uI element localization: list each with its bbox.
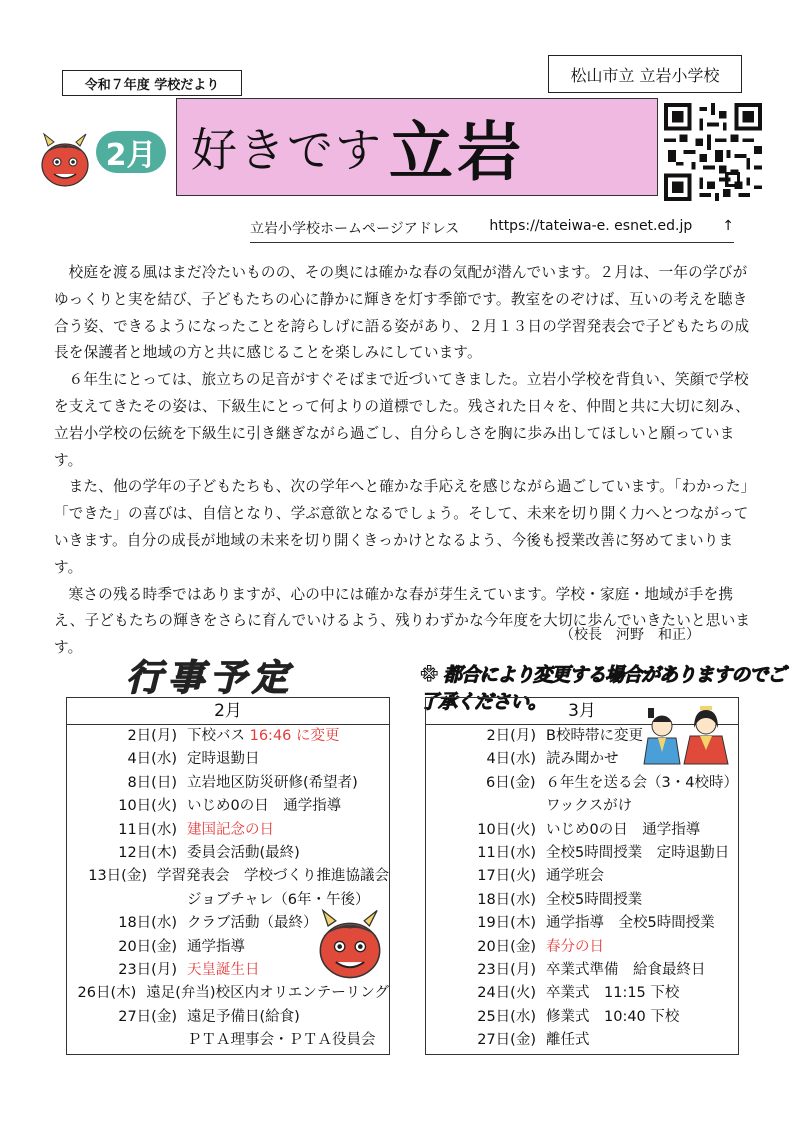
schedule-event: B校時帯に変更 — [546, 728, 643, 744]
schedule-event: 卒業式 11:15 下校 — [546, 985, 680, 1002]
schedule-month-label: 2月 — [67, 698, 389, 725]
schedule-row — [426, 865, 738, 888]
schedule-row — [67, 748, 389, 771]
school-name: 松山市立 立岩小学校 — [548, 55, 742, 93]
homepage-url[interactable]: https://tateiwa-e. esnet.ed.jp — [489, 218, 693, 234]
oni-demon-icon — [310, 906, 390, 982]
message-paragraph: 校庭を渡る風はまだ冷たいものの、その奥には確かな春の気配が潜んでいます。２月は、一年の学びがゆっくりと実を結び、子どもたちの心に静かに輝きを灯す季節です。教室をのぞけば、互いの考えを聴き合う姿、できるようになったことを誇らしげに語る姿があり、２月１３日の学習発表会で子どもたちの成長を保護者と地域の方と共に感じることを楽しみにしています。 — [54, 264, 750, 362]
principal-message — [54, 260, 754, 662]
schedule-row — [426, 1006, 738, 1029]
schedule-event: 全校5時間授業 定時退勤日 — [546, 844, 730, 861]
schedule-highlight: 春分の日 — [546, 938, 604, 955]
schedule-highlight: 建国記念の日 — [187, 821, 274, 838]
schedule-event: ワックスがけ — [546, 798, 633, 815]
schedule-event: 委員会活動(最終) — [187, 844, 300, 861]
schedule-date: 2日(月) — [486, 728, 536, 744]
title-part-1: 好きです — [191, 123, 383, 177]
schedule-event: 遠足予備日(給食) — [187, 1008, 300, 1025]
schedule-row — [67, 1006, 389, 1029]
schedule-row — [426, 772, 738, 795]
schedule-row — [426, 819, 738, 842]
schedule-event — [546, 936, 738, 959]
schedule-event: 卒業式準備 給食最終日 — [546, 961, 706, 978]
schedule-row — [67, 819, 389, 842]
schedule-row — [426, 1029, 738, 1052]
year-label: 令和７年度 学校だより — [62, 70, 242, 96]
schedule-date: 20日(金) — [477, 938, 536, 955]
newsletter-title — [176, 98, 658, 196]
schedule-event: ＰＴＡ理事会・ＰＴＡ役員会 — [187, 1032, 376, 1049]
schedule-row — [426, 936, 738, 959]
schedule-date: 20日(金) — [118, 938, 177, 955]
schedule-event: 学習発表会 学校づくり推進協議会 — [157, 868, 389, 885]
schedule-rows — [67, 725, 389, 1052]
schedule-february — [66, 697, 390, 1055]
homepage-line — [250, 218, 734, 243]
schedule-date: 13日(金) — [88, 868, 147, 885]
schedule-row — [426, 842, 738, 865]
message-paragraph: ６年生にとっては、旅立ちの足音がすぐそばまで近づいてきました。立岩小学校を背負い、笑顔で学校を支えてきたその姿は、下級生にとって何よりの道標でした。残された日々を、仲間と共に大切に刻み、立岩小学校の伝統を下級生に引き継ぎながら過ごし、自分らしさを胸に歩み出してほしいと願っています。 — [54, 371, 750, 469]
schedule-date — [426, 795, 546, 818]
qr-code-icon[interactable] — [664, 103, 762, 201]
hina-dolls-icon — [640, 704, 732, 766]
schedule-row — [67, 725, 389, 748]
message-paragraph: 寒さの残る時季ではありますが、心の中には確かな春が芽生えています。学校・家庭・地域が手を携え、子どもたちの輝きをさらに育んでいけるよう、残りわずかな今年度を大切に歩んでいきたいと思います。 — [54, 585, 751, 657]
schedule-date: 4日(水) — [127, 751, 177, 768]
schedule-date: 10日(火) — [477, 821, 536, 838]
schedule-row — [426, 912, 738, 935]
schedule-date: 26日(木) — [77, 985, 137, 1002]
schedule-row — [67, 795, 389, 818]
arrow-up-icon: ↑ — [722, 218, 734, 234]
schedule-event: 立岩地区防災研修(希望者) — [187, 774, 358, 791]
schedule-date: 8日(日) — [127, 774, 177, 791]
events-title: 行事予定 — [126, 658, 295, 699]
schedule-event: クラブ活動（最終） — [187, 915, 318, 932]
schedule-row — [67, 772, 389, 795]
schedule-date: 6日(金) — [486, 774, 536, 791]
schedule-date: 24日(火) — [477, 985, 536, 1002]
schedule-date: 27日(金) — [118, 1008, 177, 1025]
schedule-date: 23日(月) — [118, 961, 177, 978]
schedule-row — [67, 1029, 389, 1052]
schedule-event: いじめ0の日 通学指導 — [187, 798, 342, 815]
schedule-event: 修業式 10:40 下校 — [546, 1008, 680, 1025]
schedule-row — [426, 795, 738, 818]
schedule-row — [67, 842, 389, 865]
schedule-event: 読み聞かせ — [546, 751, 619, 768]
schedule-event: 離任式 — [546, 1032, 590, 1049]
schedule-date: 19日(木) — [477, 915, 536, 932]
schedule-event: ６年生を送る会（3・4校時） — [545, 774, 738, 791]
schedule-event: ジョブチャレ（6年・午後） — [187, 891, 370, 908]
schedule-date: 12日(木) — [118, 844, 177, 861]
schedule-event: 定時退勤日 — [187, 751, 260, 768]
schedule-date: 27日(金) — [477, 1032, 536, 1049]
schedule-rows — [426, 725, 738, 1052]
schedule-date — [67, 1029, 187, 1052]
schedule-month-label: 3月 — [426, 698, 738, 725]
schedule-date: 23日(月) — [477, 961, 536, 978]
schedule-date: 25日(水) — [477, 1008, 536, 1025]
schedule-date: 18日(水) — [477, 891, 536, 908]
schedule-highlight: 16:46 に変更 — [249, 728, 340, 744]
homepage-label: 立岩小学校ホームページアドレス — [250, 221, 460, 237]
title-part-2: 立岩 — [389, 116, 525, 190]
principal-signature: （校長 河野 和正） — [560, 627, 700, 643]
schedule-row — [426, 982, 738, 1005]
schedule-highlight: 天皇誕生日 — [187, 961, 260, 978]
schedule-event — [187, 819, 389, 842]
schedule-row — [67, 982, 389, 1005]
schedule-date: 2日(月) — [127, 728, 177, 744]
schedule-event: 全校5時間授業 — [546, 891, 643, 908]
schedule-row — [67, 865, 389, 888]
schedule-date: 11日(水) — [118, 821, 177, 838]
schedule-date: 18日(水) — [118, 915, 177, 932]
schedule-row — [426, 959, 738, 982]
schedule-date — [67, 889, 187, 912]
message-paragraph: また、他の学年の子どもたちも、次の学年へと確かな手応えを感じながら過ごしています。「わかった」「できた」の喜びは、自信となり、学ぶ意欲となるでしょう。そして、未来を切り開く力へとつながっていきます。自分の成長が地域の未来を切り開くきっかけとなるよう、今後も授業改善に努めてまいります。 — [54, 478, 749, 576]
schedule-event: 通学指導 全校5時間授業 — [546, 915, 715, 932]
schedule-event: 通学班会 — [546, 868, 604, 885]
schedule-date: 11日(水) — [477, 844, 536, 861]
schedule-event: 通学指導 — [187, 938, 245, 955]
oni-demon-icon — [34, 132, 96, 188]
schedule-event: 遠足(弁当)校区内オリエンテーリング — [146, 985, 389, 1002]
schedule-date: 10日(火) — [118, 798, 177, 815]
schedule-date: 17日(火) — [477, 868, 536, 885]
month-badge: 2月 — [96, 131, 166, 173]
schedule-notice: ※ 都合により変更する場合がありますのでご了承ください。 — [420, 664, 786, 713]
schedule-row — [426, 889, 738, 912]
schedule-event: いじめ0の日 通学指導 — [546, 821, 701, 838]
schedule-event: 下校バス 16:46 に変更 — [187, 728, 340, 744]
schedule-date: 4日(水) — [486, 751, 536, 768]
